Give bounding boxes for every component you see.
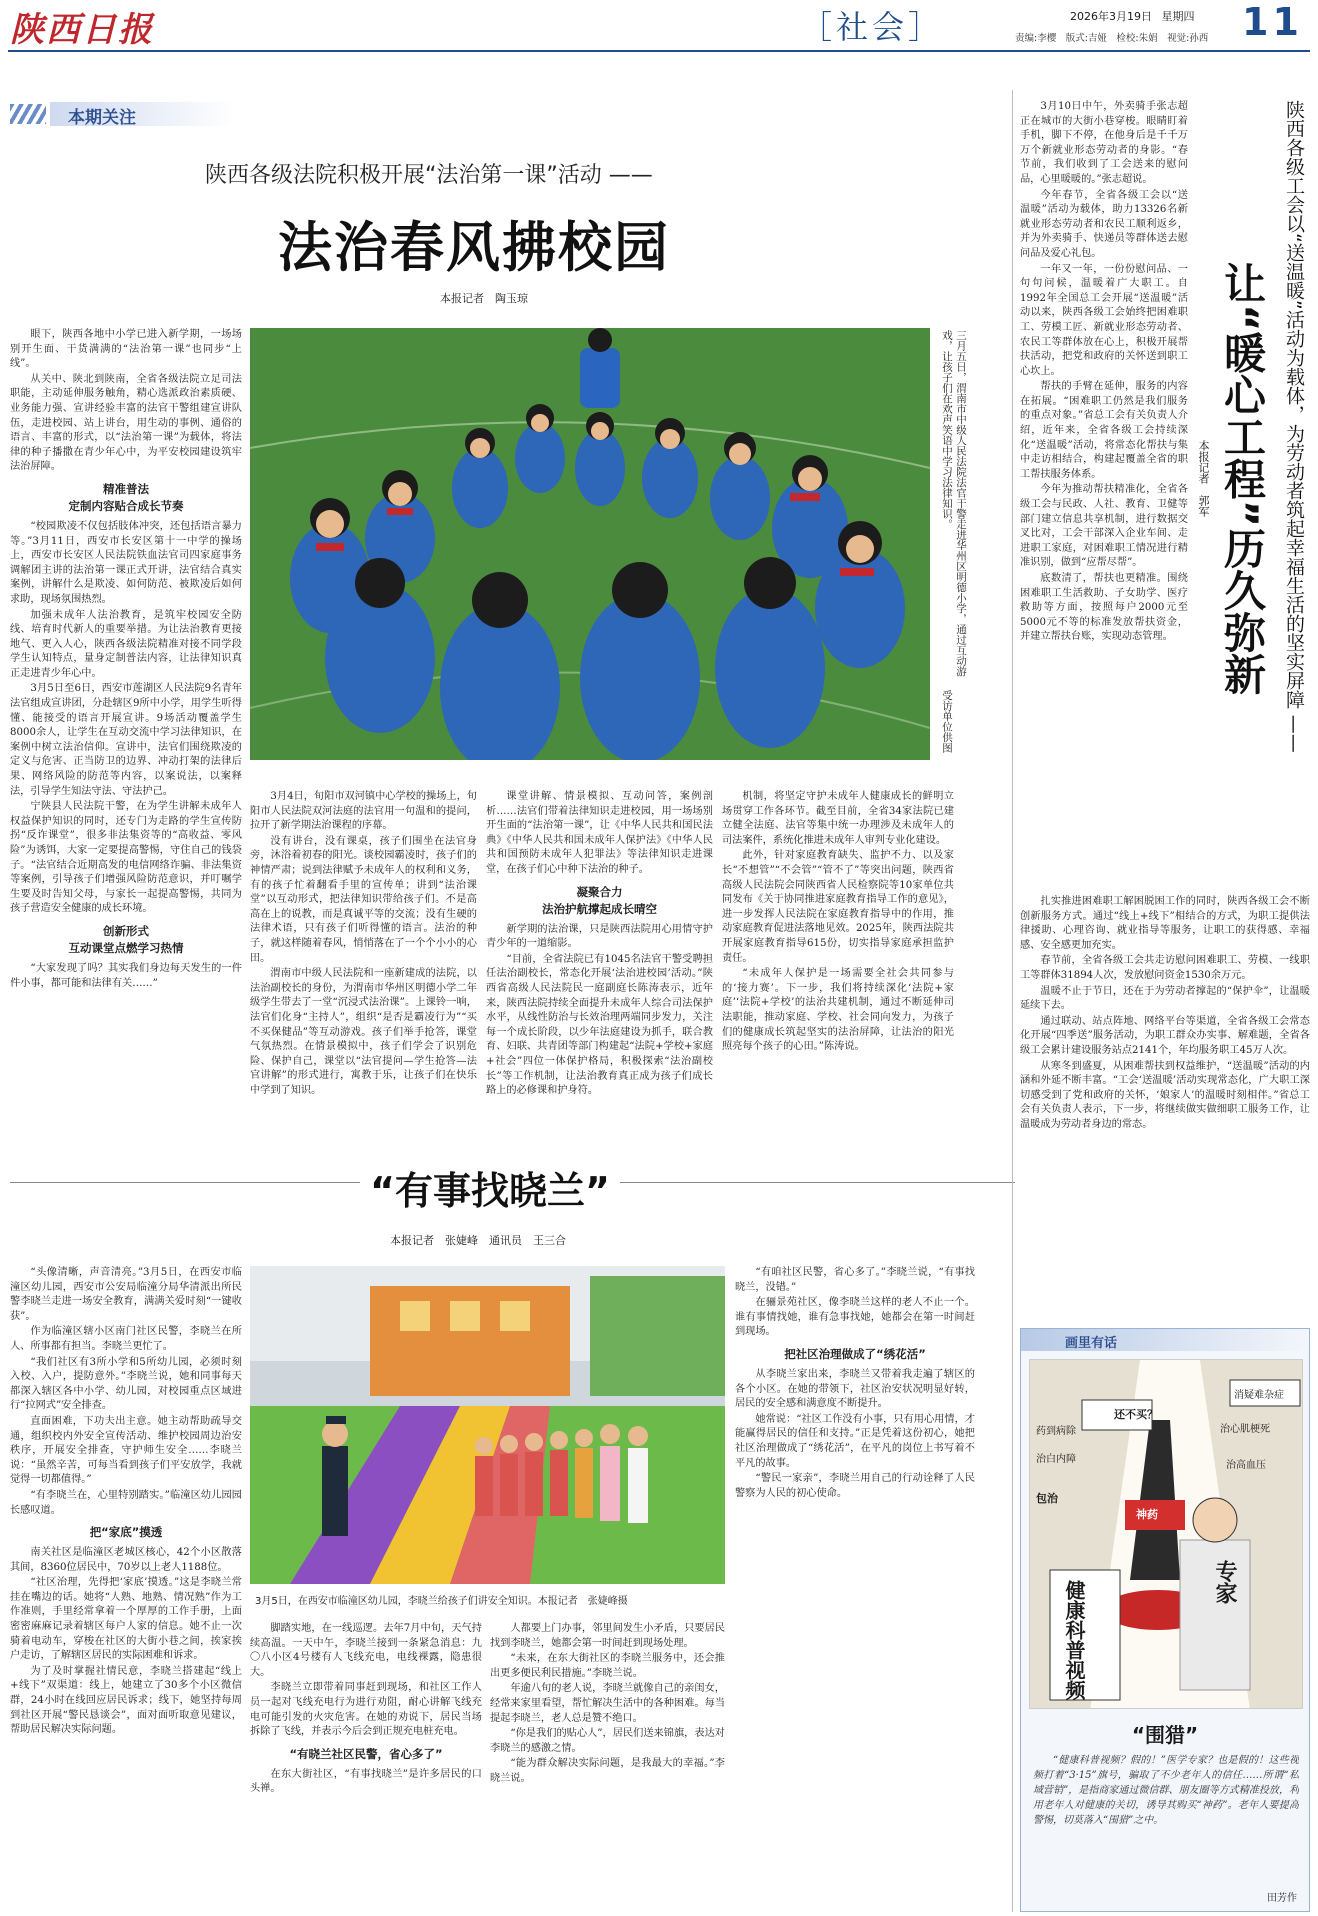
tag-stripes-icon <box>10 104 46 124</box>
paragraph: 眼下，陕西各地中小学已进入新学期，一场场别开生面、干货满满的“法治第一课”也同步“上线”。 <box>10 329 242 370</box>
paragraph: 今年为推动帮扶精准化，全省各级工会与民政、人社、教育、卫健等部门建立信息共享机制，进行数据交叉比对，工会干部深入企业车间、走进职工家庭，对困难职工情况进行精准识别，做到“应帮尽帮”。 <box>1020 484 1188 569</box>
paragraph: 脚踏实地，在一线巡逻。去年7月中旬，天气持续高温。一天中午，李晓兰接到一条紧急消息：九〇八小区4号楼有人飞线充电，电线裸露，隐患很大。 <box>250 1623 482 1678</box>
tag-label: 本期关注 <box>68 108 136 128</box>
paragraph: 从关中、陕北到陕南，全省各级法院立足司法职能，主动延伸服务触角，精心选派政治素质硬、业务能力强、宣讲经验丰富的法官干警组建宣讲队伍，走进校园、站上讲台，用生动的事例、通俗的语言、丰富的形式，以“法治第一课”为载体，将法律的种子播撒在青少年心中，为平安校园建设筑牢法治屏障。 <box>10 373 242 473</box>
article2-col3 <box>490 1622 725 1912</box>
cartoon-label-g: 治白内障 <box>1036 1454 1076 1465</box>
paragraph: 没有讲台，没有课桌，孩子们围坐在法官身旁，沐浴着初春的阳光。谈校园霸凌时，孩子们的神情严肃；说到法律赋予未成年人的权利和义务，有的孩子忙着翻看手里的宣传单；讲到“法治课堂”以互动形式，把法律知识带给孩子们。不是高高在上的说教，而是真诚平等的交流；没有生硬的法律术语，只有孩子们听得懂的语言。法治的种子，就这样随着春风，悄悄落在了一个个小小的心田。 <box>250 835 477 964</box>
kindergarten-scene-illustration <box>250 1266 725 1584</box>
article1-photo-credit: 受访单位供图 <box>941 690 953 753</box>
paragraph: 南关社区是临潼区老城区核心，42个小区散落其间，8360位居民中，70岁以上老人1188位。 <box>10 1547 242 1573</box>
article3-col2 <box>1020 895 1310 1295</box>
paragraph: “头像清晰，声音清亮。”3月5日，在西安市临潼区幼儿园，西安市公安局临潼分局华清派出所民警李晓兰走进一场安全教育，满满关爱时刻“一键收获”。 <box>10 1267 242 1322</box>
cartoon-illustration <box>1029 1359 1303 1709</box>
paragraph: 今年春节，全省各级工会以“送温暖”活动为载体，助力13326名新就业形态劳动者和农民工顺利返乡，并为外卖骑手、快递员等群体送去慰问品及爱心礼包。 <box>1020 189 1188 259</box>
paragraph: 新学期的法治课，只是陕西法院用心用情守护青少年的一道缩影。 <box>486 923 713 950</box>
paragraph: “能为群众解决实际问题，是我最大的幸福。”李晓兰说。 <box>490 1758 725 1784</box>
paragraph: 人都要上门办事，邻里间发生小矛盾，只要居民找到李晓兰，她都会第一时间赶到现场处理。 <box>490 1623 725 1649</box>
paragraph: “我们社区有3所小学和5所幼儿园，必须时刻入校、入户，提防意外。”李晓兰说，她和同事每天都深入辖区各中小学、幼儿园，对校园重点区域进行“拉网式”安全排查。 <box>10 1356 242 1412</box>
subheading: 凝聚合力 法治护航撑起成长晴空 <box>542 884 657 916</box>
editors-line: 责编:李樱 版式:吉娅 检校:朱娟 视觉:孙西 <box>1015 33 1209 44</box>
paragraph: 底数清了，帮扶也更精准。围绕困难职工生活救助、子女助学、医疗救助等方面，按照每户2000元至5000元不等的标准发放帮扶资金，并建立帮扶台账，实现动态管理。 <box>1020 573 1188 643</box>
paragraph: 此外，针对家庭教育缺失、监护不力、以及家长“不想管”“不会管”“管不了”等突出问题，陕西省高级人民法院会同陕西省人民检察院等10家单位共同发布《关于协同推进家庭教育指导工作的意见》，进一步发挥人民法院在家庭教育指导中的作用，推动家庭教育促进法落地见效。2025年，陕西法院共开展家庭教育指导615份，切实指导家庭承担监护责任。 <box>722 850 954 964</box>
article2-photo <box>250 1266 725 1584</box>
paragraph: 李晓兰立即带着同事赶到现场，和社区工作人员一起对飞线充电行为进行劝阻，耐心讲解飞线充电可能引发的火灾危害。在她的劝说下，居民当场拆除了飞线，并表示今后会到正规充电桩充电。 <box>250 1682 482 1738</box>
subheading: 把社区治理做成了“绣花活” <box>784 1346 926 1361</box>
subheading: “有晓兰社区民警，省心多了” <box>289 1746 443 1761</box>
subheading: 精准普法 定制内容贴合成长节奏 <box>68 481 184 513</box>
cartoon-label-e: 专家 <box>1212 1560 1237 1604</box>
column-divider <box>1012 90 1013 1912</box>
article2-photo-caption: 3月5日，在西安市临潼区幼儿园，李晓兰给孩子们讲安全知识。本报记者 张婕峰摄 <box>255 1596 628 1607</box>
paragraph: “你是我们的贴心人”，居民们送来锦旗，表达对李晓兰的感激之情。 <box>490 1728 725 1754</box>
paragraph: “警民一家亲”，李晓兰用自己的行动诠释了人民警察为人民的初心使命。 <box>735 1473 975 1499</box>
masthead <box>0 0 1318 50</box>
article1-col3 <box>486 790 713 1120</box>
paragraph: 3月5日至6日，西安市莲湖区人民法院9名青年法官组成宣讲团，分赴辖区9所中小学，用学生听得懂、能接受的语言开展宣讲。9场活动覆盖学生8000余人，让学生在互动交流中学习法律知识，在案例中树立法治信仰。宣讲中，法官们围绕欺凌的定义与危害、正当防卫的边界、冲动打架的法律后果、网络风险的防范等内容，以案说法，以案释法，引导学生知法守法、守法护己。 <box>10 683 242 797</box>
article1-col2 <box>250 790 477 1120</box>
cartoon-box <box>1020 1328 1310 1912</box>
newspaper-logo: 陕西日报 <box>10 10 154 50</box>
article2-title: “有事找晓兰” <box>360 1160 620 1215</box>
article1-col4 <box>722 790 954 1120</box>
paragraph: “目前，全省法院已有1045名法官干警受聘担任法治副校长，常态化开展‘法治进校园’活动。”陕西省高级人民法院民一庭副庭长陈涛表示，近年来，陕西法院持续全面提升未成年人综合司法保护水平，从线性防治与长效治理两端同步发力，关注每一个成长阶段，以少年法庭建设为抓手，联合教育、妇联、共青团等部门构建起“法院+学校+家庭+社会”四位一体保护格局，积极探索“法治副校长”等工作机制，让法治教育真正成为孩子们成长路上的必修课和护身符。 <box>486 953 713 1097</box>
issue-date <box>1070 8 1195 24</box>
cartoon-label-j: 药到病除 <box>1036 1426 1076 1437</box>
article2-col4 <box>735 1266 975 1912</box>
paragraph: 3月4日，旬阳市双河镇中心学校的操场上，旬阳市人民法院双河法庭的法官用一句温和的提问，拉开了新学期法治课程的序幕。 <box>250 791 477 832</box>
paragraph: 3月10日中午，外卖骑手张志超正在城市的大街小巷穿梭。眼睛盯着手机，脚下不停，在他身后是千千万万个新就业形态劳动者的身影。“春节前，我们收到了工会送来的慰问品，心里暖暖的。”张志超说。 <box>1020 101 1188 185</box>
paragraph: 宁陕县人民法院干警，在为学生讲解未成年人权益保护知识的同时，还专门为走路的学生宣传防拐“反诈课堂”，很多非法集资等的“高收益、零风险”为诱饵，大家一定要提高警惕，守住自己的钱袋子。“法官结合近期高发的电信网络诈骗、非法集资等案例，引导孩子们增强风险防范意识，并叮嘱学生要及时告知父母，与家长一起提高警惕，共同为孩子营造安全健康的成长环境。 <box>10 801 242 915</box>
cartoon-label-c: 包治 <box>1036 1492 1058 1505</box>
cartoon-title: “围猎” <box>1131 1723 1199 1747</box>
paragraph: 她常说：“社区工作没有小事，只有用心用情，才能赢得居民的信任和支持。”正是凭着这份初心，她把社区治理做成了“绣花活”，在平凡的岗位上书写着不平凡的故事。 <box>735 1413 975 1469</box>
paragraph: 通过联动、站点阵地、网络平台等渠道，全省各级工会常态化开展“四季送”服务活动，为职工群众办实事、解难题，全省各级工会累计建设服务站点2141个，年均服务职工45万人次。 <box>1020 1015 1310 1056</box>
article2-col1 <box>10 1266 242 1911</box>
cartoon-label-f: 健康科普视频 <box>1062 1580 1086 1700</box>
cartoon-text: “健康科普视频？假的！”医学专家？也是假的！这些视频打着“3·15”旗号，骗取了不少老年人的信任……所谓“私域营销”，是指商家通过微信群、朋友圈等方式精准投放，利用老年人对健康的关切，诱导其购买“神药”。老年人要提高警惕，切莫落入“围猎”之中。 <box>1033 1755 1299 1826</box>
paragraph: “有咱社区民警，省心多了。”李晓兰说，“有事找晓兰，没错。” <box>735 1267 975 1293</box>
paragraph: 帮扶的手臂在延伸，服务的内容在拓展。“困难职工仍然是我们服务的重点对象。”省总工会有关负责人介绍，近年来，全省各级工会持续深化“送温暖”活动，将常态化帮扶与集中走访相结合，构建起覆盖全省的职工帮扶服务体系。 <box>1020 381 1188 480</box>
paragraph: 渭南市中级人民法院和一座新建成的法院，以法治副校长的身份，为渭南市华州区明德小学二年级学生带去了一堂“沉浸式法治课”。上课铃一响，法官们化身“主持人”，组织“是否是霸凌行为”“买不买保健品”等互动游戏。孩子们举手抢答，课堂气氛热烈。在情景模拟中，孩子们学会了识别危险、保护自己，课堂以“法官提问—学生抢答—法官讲解”的形式进行，寓教于乐，让孩子们在快乐中学到了知识。 <box>250 968 477 1096</box>
paragraph: 年逾八旬的老人说，李晓兰就像自己的亲闺女，经常来家里看望，帮忙解决生活中的各种困难。每当提起李晓兰，老人总是赞不绝口。 <box>490 1683 725 1724</box>
paragraph: “社区治理，先得把‘家底’摸透。”这是李晓兰常挂在嘴边的话。她将“人熟、地熟、情况熟”作为工作准则，手里经常拿着一个厚厚的工作手册，上面密密麻麻记录着辖区每户人家的信息。她不止一次骑着电动车，穿梭在社区的大街小巷之间，挨家挨户走访，了解辖区居民的实际困难和诉求。 <box>10 1577 242 1662</box>
paragraph: “校园欺凌不仅包括肢体冲突，还包括语言暴力等。”3月11日，西安市长安区第十一中学的操场上，西安市长安区人民法院铁血法官司四家庭事务调解团主讲的法治第一课正式开讲，法官结合真实案例，讲解什么是欺凌、如何防范、被欺凌后如何求助，现场氛围热烈。 <box>10 520 242 605</box>
cartoon-label-b: 消疑难杂症 <box>1234 1390 1284 1401</box>
date-text: 2026年3月19日 <box>1070 10 1152 23</box>
paragraph: 温暖不止于节日，还在于为劳动者撑起的“保护伞”，让温暖延续下去。 <box>1020 985 1310 1012</box>
weekday-text: 星期四 <box>1161 10 1195 23</box>
paragraph: 在东大街社区，“有事找晓兰”是许多居民的口头禅。 <box>250 1768 482 1795</box>
paragraph: 春节前，全省各级工会共走访慰问困难职工、劳模、一线职工等群体31894人次，发放慰问资金1530余万元。 <box>1020 955 1310 981</box>
article3-title: 让“暖心工程”历久弥新 <box>1218 262 1267 696</box>
paragraph: 为了及时掌握社情民意，李晓兰搭建起“线上+线下”双渠道：线上，她建立了30多个小区微信群，24小时在线回应居民诉求；线下，她坚持每周到社区开展“警民恳谈会”，面对面听取意见建议，帮助居民解决实际问题。 <box>10 1665 242 1736</box>
cartoon-label-h: 治心肌梗死 <box>1220 1424 1270 1435</box>
paragraph: 作为临潼区辖小区南门社区民警，李晓兰在所人、所事都有担当。李晓兰更忙了。 <box>10 1326 242 1352</box>
page-number: 11 <box>1242 0 1303 44</box>
subheading: 把“家底”摸透 <box>89 1525 163 1540</box>
paragraph: 从李晓兰家出来，李晓兰又带着我走遍了辖区的各个小区。在她的带领下，社区治安状况明显好转，居民的安全感和满意度不断提升。 <box>735 1368 975 1410</box>
section-title: ［社会］ <box>800 8 945 46</box>
paragraph: 扎实推进困难职工解困脱困工作的同时，陕西各级工会不断创新服务方式。通过“线上+线下”相结合的方式，为职工提供法律援助、心理咨询、就业指导等服务，让职工的获得感、幸福感、安全感更加充实。 <box>1020 896 1310 951</box>
article1-subtitle: 陕西各级法院积极开展“法治第一课”活动 —— <box>205 163 653 188</box>
cartoon-label-a: 还不买？ <box>1114 1408 1158 1421</box>
paragraph: 一年又一年，一份份慰问品、一句句问候，温暖着广大职工。自1992年全国总工会开展“送温暖”活动以来，陕西各级工会始终把困难职工、劳模工匠、新就业形态劳动者、农民工等群体放在心上，积极开展帮扶活动，把党和政府的关怀送到职工心坎上。 <box>1020 263 1188 377</box>
article2-col2 <box>250 1622 482 1912</box>
students-circle-illustration <box>250 328 930 760</box>
paragraph: “有李晓兰在，心里特别踏实。”临潼区幼儿园园长感叹道。 <box>10 1489 242 1516</box>
paragraph: 机制，将坚定守护未成年人健康成长的鲜明立场贯穿工作各环节。截至目前，全省34家法院已建立健全法庭、法官等集中统一办理涉及未成年人的司法案件，系统化推进未成年人审判专业化建设。 <box>722 791 954 846</box>
article1-col1 <box>10 328 242 1098</box>
paragraph: 在骊景苑社区，像李晓兰这样的老人不止一个。谁有事情找她，谁有急事找她，她都会在第一时间赶到现场。 <box>735 1297 975 1338</box>
article2-byline: 本报记者 张婕峰 通讯员 王三合 <box>390 1234 566 1247</box>
article1-title: 法治春风拂校园 <box>278 216 670 279</box>
paragraph: “未来，在东大街社区的李晓兰服务中，还会推出更多便民利民措施。”李晓兰说。 <box>490 1653 725 1679</box>
article3-col1 <box>1020 100 1188 890</box>
subheading: 创新形式 互动课堂点燃学习热情 <box>68 923 184 955</box>
column-tag <box>10 100 235 128</box>
paragraph: 课堂讲解、情景模拟、互动问答，案例剖析……法官们带着法律知识走进校园，用一场场别开生面的“法治第一课”，让《中华人民共和国民法典》《中华人民共和国未成年人保护法》《中华人民共和国预防未成年人犯罪法》等法律知识走进课堂，在孩子们心中种下法治的种子。 <box>486 791 713 875</box>
article3-vertical-intro: 陕西各级工会以“送温暖”活动为载体，为劳动者筑起幸福生活的坚实屏障 —— <box>1283 100 1305 753</box>
cartoon-label-i: 治高血压 <box>1226 1460 1266 1471</box>
paragraph: 加强未成年人法治教育，是筑牢校园安全防线、培育时代新人的重要举措。为让法治教育更接地气、更入人心，陕西各级法院精准对接不同学段学生认知特点，量身定制普法内容，让法律知识真正走进青少年心中。 <box>10 609 242 679</box>
article1-photo <box>250 328 930 760</box>
paragraph: “大家发现了吗？其实我们身边每天发生的一件件小事，都可能和法律有关……” <box>10 962 242 989</box>
article1-photo-caption: 三月五日，渭南市中级人民法院法官干警走进华州区明德小学，通过互动游戏，让孩子们在欢声笑语中学习法律知识。 <box>941 330 967 677</box>
masthead-rule <box>8 50 1310 52</box>
cartoon-label-d: 神药 <box>1136 1508 1158 1521</box>
paragraph: “未成年人保护是一场需要全社会共同参与的‘接力赛’。下一步，我们将持续深化‘法院+家庭’‘法院+学校’的法治共建机制，通过不断延伸司法职能，推动家庭、学校、社会同向发力，为孩子们的健康成长筑起坚实的法治屏障，让法治的阳光照亮每个孩子的心田。”陈涛说。 <box>722 968 954 1053</box>
paragraph: 从寒冬到盛夏，从困难帮扶到权益维护，“送温暖”活动的内涵和外延不断丰富。“工会‘送温暖’活动实现常态化，广大职工深切感受到了党和政府的关怀，‘娘家人’的温暖时刻相伴。”省总工会有关负责人表示，下一步，将继续做实做细职工服务工作，让温暖成为劳动者身边的常态。 <box>1020 1060 1310 1130</box>
cartoon-header: 画里有话 <box>1065 1336 1118 1351</box>
article1-byline: 本报记者 陶玉琼 <box>440 292 528 305</box>
paragraph: 直面困难，下功夫出主意。她主动帮助疏导交通，组织校内外安全宣传活动、维护校园周边治安秩序，开展安全排查，守护师生安全……李晓兰说：“虽然辛苦，可每当看到孩子们平安放学，我就觉得一切都值得。” <box>10 1415 242 1486</box>
cartoon-author: 田芳作 <box>1267 1893 1297 1904</box>
article3-byline: 本报记者 郭军 <box>1197 440 1210 517</box>
